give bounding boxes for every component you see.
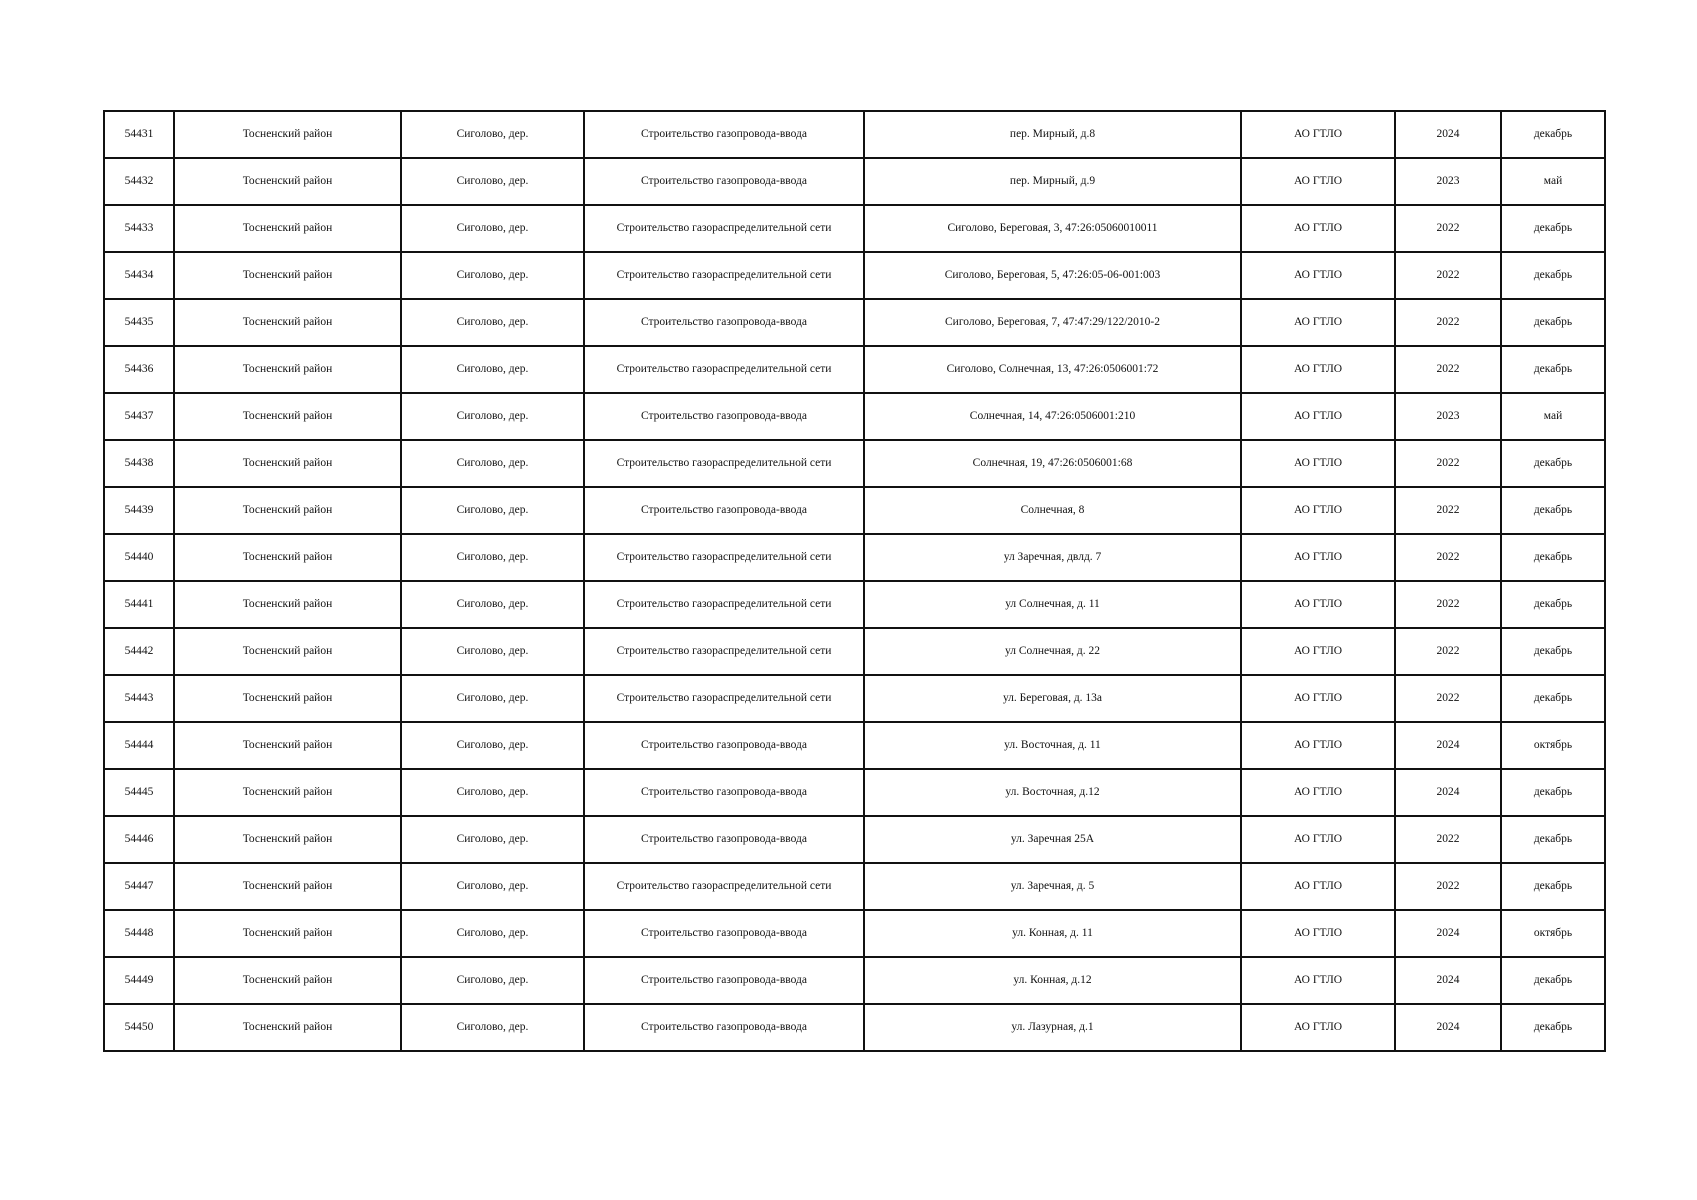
table-row <box>104 722 1605 769</box>
cell-month: декабрь <box>1501 205 1605 252</box>
cell-month: декабрь <box>1501 769 1605 816</box>
table-row <box>104 346 1605 393</box>
cell-work-type: Строительство газопровода-ввода <box>584 393 864 440</box>
cell-year: 2022 <box>1395 205 1501 252</box>
cell-year: 2022 <box>1395 581 1501 628</box>
table-row <box>104 487 1605 534</box>
cell-year: 2022 <box>1395 534 1501 581</box>
cell-district: Тосненский район <box>174 769 401 816</box>
cell-organization: АО ГТЛО <box>1241 111 1395 158</box>
cell-work-type: Строительство газопровода-ввода <box>584 487 864 534</box>
cell-organization: АО ГТЛО <box>1241 863 1395 910</box>
cell-month: декабрь <box>1501 675 1605 722</box>
cell-year: 2022 <box>1395 487 1501 534</box>
cell-month: декабрь <box>1501 346 1605 393</box>
table-row <box>104 534 1605 581</box>
cell-id: 54441 <box>104 581 174 628</box>
cell-address: ул. Восточная, д.12 <box>864 769 1241 816</box>
cell-locality: Сиголово, дер. <box>401 722 584 769</box>
cell-locality: Сиголово, дер. <box>401 252 584 299</box>
cell-month: май <box>1501 393 1605 440</box>
cell-work-type: Строительство газопровода-ввода <box>584 769 864 816</box>
cell-address: ул. Восточная, д. 11 <box>864 722 1241 769</box>
cell-district: Тосненский район <box>174 722 401 769</box>
cell-organization: АО ГТЛО <box>1241 910 1395 957</box>
cell-district: Тосненский район <box>174 487 401 534</box>
cell-year: 2024 <box>1395 957 1501 1004</box>
cell-organization: АО ГТЛО <box>1241 487 1395 534</box>
cell-id: 54448 <box>104 910 174 957</box>
cell-locality: Сиголово, дер. <box>401 816 584 863</box>
cell-work-type: Строительство газораспределительной сети <box>584 252 864 299</box>
cell-locality: Сиголово, дер. <box>401 205 584 252</box>
cell-address: ул Солнечная, д. 22 <box>864 628 1241 675</box>
cell-id: 54435 <box>104 299 174 346</box>
cell-work-type: Строительство газопровода-ввода <box>584 910 864 957</box>
cell-organization: АО ГТЛО <box>1241 957 1395 1004</box>
table-row <box>104 863 1605 910</box>
cell-address: ул. Береговая, д. 13а <box>864 675 1241 722</box>
cell-locality: Сиголово, дер. <box>401 158 584 205</box>
cell-year: 2024 <box>1395 722 1501 769</box>
cell-month: декабрь <box>1501 252 1605 299</box>
cell-organization: АО ГТЛО <box>1241 440 1395 487</box>
cell-address: Сиголово, Береговая, 3, 47:26:05060010011 <box>864 205 1241 252</box>
cell-work-type: Строительство газопровода-ввода <box>584 816 864 863</box>
table-row <box>104 675 1605 722</box>
cell-year: 2023 <box>1395 393 1501 440</box>
cell-id: 54440 <box>104 534 174 581</box>
table-body <box>104 111 1605 1051</box>
cell-locality: Сиголово, дер. <box>401 1004 584 1051</box>
cell-work-type: Строительство газопровода-ввода <box>584 158 864 205</box>
cell-address: ул. Конная, д.12 <box>864 957 1241 1004</box>
cell-month: декабрь <box>1501 534 1605 581</box>
cell-district: Тосненский район <box>174 957 401 1004</box>
cell-month: декабрь <box>1501 440 1605 487</box>
cell-locality: Сиголово, дер. <box>401 440 584 487</box>
cell-id: 54446 <box>104 816 174 863</box>
cell-address: ул. Конная, д. 11 <box>864 910 1241 957</box>
table-row <box>104 816 1605 863</box>
cell-district: Тосненский район <box>174 158 401 205</box>
cell-id: 54434 <box>104 252 174 299</box>
cell-month: декабрь <box>1501 299 1605 346</box>
cell-locality: Сиголово, дер. <box>401 675 584 722</box>
table-row <box>104 158 1605 205</box>
cell-address: ул Заречная, двлд. 7 <box>864 534 1241 581</box>
cell-district: Тосненский район <box>174 299 401 346</box>
cell-month: декабрь <box>1501 581 1605 628</box>
cell-address: Солнечная, 14, 47:26:0506001:210 <box>864 393 1241 440</box>
cell-work-type: Строительство газопровода-ввода <box>584 1004 864 1051</box>
cell-organization: АО ГТЛО <box>1241 393 1395 440</box>
cell-work-type: Строительство газораспределительной сети <box>584 675 864 722</box>
cell-id: 54432 <box>104 158 174 205</box>
cell-year: 2022 <box>1395 440 1501 487</box>
cell-district: Тосненский район <box>174 111 401 158</box>
cell-id: 54450 <box>104 1004 174 1051</box>
cell-address: ул Солнечная, д. 11 <box>864 581 1241 628</box>
cell-month: декабрь <box>1501 111 1605 158</box>
cell-locality: Сиголово, дер. <box>401 910 584 957</box>
cell-district: Тосненский район <box>174 910 401 957</box>
cell-work-type: Строительство газораспределительной сети <box>584 205 864 252</box>
table-row <box>104 252 1605 299</box>
cell-work-type: Строительство газопровода-ввода <box>584 722 864 769</box>
cell-year: 2024 <box>1395 769 1501 816</box>
table-row <box>104 1004 1605 1051</box>
cell-year: 2022 <box>1395 863 1501 910</box>
cell-organization: АО ГТЛО <box>1241 1004 1395 1051</box>
cell-year: 2022 <box>1395 346 1501 393</box>
cell-district: Тосненский район <box>174 534 401 581</box>
cell-work-type: Строительство газораспределительной сети <box>584 346 864 393</box>
cell-address: ул. Заречная 25А <box>864 816 1241 863</box>
table-row <box>104 769 1605 816</box>
cell-organization: АО ГТЛО <box>1241 581 1395 628</box>
cell-organization: АО ГТЛО <box>1241 252 1395 299</box>
cell-district: Тосненский район <box>174 628 401 675</box>
cell-address: пер. Мирный, д.8 <box>864 111 1241 158</box>
cell-address: пер. Мирный, д.9 <box>864 158 1241 205</box>
cell-address: ул. Заречная, д. 5 <box>864 863 1241 910</box>
cell-year: 2024 <box>1395 111 1501 158</box>
cell-locality: Сиголово, дер. <box>401 957 584 1004</box>
cell-id: 54449 <box>104 957 174 1004</box>
cell-district: Тосненский район <box>174 252 401 299</box>
cell-organization: АО ГТЛО <box>1241 299 1395 346</box>
cell-address: Солнечная, 19, 47:26:0506001:68 <box>864 440 1241 487</box>
cell-organization: АО ГТЛО <box>1241 158 1395 205</box>
cell-year: 2022 <box>1395 299 1501 346</box>
cell-district: Тосненский район <box>174 205 401 252</box>
table-row <box>104 111 1605 158</box>
cell-locality: Сиголово, дер. <box>401 534 584 581</box>
cell-address: Сиголово, Солнечная, 13, 47:26:0506001:72 <box>864 346 1241 393</box>
cell-month: октябрь <box>1501 910 1605 957</box>
table-row <box>104 581 1605 628</box>
table-row <box>104 910 1605 957</box>
cell-organization: АО ГТЛО <box>1241 628 1395 675</box>
cell-year: 2022 <box>1395 675 1501 722</box>
cell-work-type: Строительство газораспределительной сети <box>584 534 864 581</box>
cell-id: 54438 <box>104 440 174 487</box>
cell-address: Сиголово, Береговая, 7, 47:47:29/122/2010-2 <box>864 299 1241 346</box>
cell-month: декабрь <box>1501 863 1605 910</box>
cell-id: 54443 <box>104 675 174 722</box>
cell-organization: АО ГТЛО <box>1241 346 1395 393</box>
table-row <box>104 628 1605 675</box>
cell-locality: Сиголово, дер. <box>401 346 584 393</box>
cell-work-type: Строительство газопровода-ввода <box>584 299 864 346</box>
cell-id: 54437 <box>104 393 174 440</box>
cell-locality: Сиголово, дер. <box>401 393 584 440</box>
cell-district: Тосненский район <box>174 1004 401 1051</box>
cell-month: декабрь <box>1501 487 1605 534</box>
cell-organization: АО ГТЛО <box>1241 205 1395 252</box>
cell-id: 54447 <box>104 863 174 910</box>
cell-locality: Сиголово, дер. <box>401 487 584 534</box>
cell-district: Тосненский район <box>174 393 401 440</box>
cell-work-type: Строительство газораспределительной сети <box>584 581 864 628</box>
cell-district: Тосненский район <box>174 346 401 393</box>
cell-address: Сиголово, Береговая, 5, 47:26:05-06-001:003 <box>864 252 1241 299</box>
cell-work-type: Строительство газопровода-ввода <box>584 957 864 1004</box>
cell-month: декабрь <box>1501 816 1605 863</box>
cell-locality: Сиголово, дер. <box>401 863 584 910</box>
cell-district: Тосненский район <box>174 440 401 487</box>
cell-district: Тосненский район <box>174 816 401 863</box>
cell-year: 2024 <box>1395 1004 1501 1051</box>
cell-district: Тосненский район <box>174 581 401 628</box>
cell-id: 54436 <box>104 346 174 393</box>
cell-work-type: Строительство газораспределительной сети <box>584 440 864 487</box>
cell-locality: Сиголово, дер. <box>401 628 584 675</box>
cell-id: 54431 <box>104 111 174 158</box>
cell-year: 2023 <box>1395 158 1501 205</box>
cell-year: 2022 <box>1395 628 1501 675</box>
cell-id: 54444 <box>104 722 174 769</box>
cell-district: Тосненский район <box>174 863 401 910</box>
cell-locality: Сиголово, дер. <box>401 769 584 816</box>
cell-work-type: Строительство газораспределительной сети <box>584 863 864 910</box>
cell-locality: Сиголово, дер. <box>401 299 584 346</box>
cell-month: декабрь <box>1501 957 1605 1004</box>
table-row <box>104 205 1605 252</box>
cell-district: Тосненский район <box>174 675 401 722</box>
gasification-schedule-table <box>103 110 1606 1052</box>
cell-locality: Сиголово, дер. <box>401 111 584 158</box>
cell-year: 2022 <box>1395 252 1501 299</box>
cell-month: май <box>1501 158 1605 205</box>
cell-id: 54439 <box>104 487 174 534</box>
cell-year: 2024 <box>1395 910 1501 957</box>
cell-year: 2022 <box>1395 816 1501 863</box>
table-row <box>104 299 1605 346</box>
table-row <box>104 440 1605 487</box>
cell-id: 54445 <box>104 769 174 816</box>
cell-organization: АО ГТЛО <box>1241 722 1395 769</box>
cell-organization: АО ГТЛО <box>1241 675 1395 722</box>
cell-month: октябрь <box>1501 722 1605 769</box>
cell-organization: АО ГТЛО <box>1241 816 1395 863</box>
cell-id: 54442 <box>104 628 174 675</box>
cell-locality: Сиголово, дер. <box>401 581 584 628</box>
table-row <box>104 957 1605 1004</box>
cell-month: декабрь <box>1501 628 1605 675</box>
table-row <box>104 393 1605 440</box>
cell-address: Солнечная, 8 <box>864 487 1241 534</box>
cell-work-type: Строительство газопровода-ввода <box>584 111 864 158</box>
cell-id: 54433 <box>104 205 174 252</box>
cell-organization: АО ГТЛО <box>1241 769 1395 816</box>
cell-address: ул. Лазурная, д.1 <box>864 1004 1241 1051</box>
cell-month: декабрь <box>1501 1004 1605 1051</box>
cell-work-type: Строительство газораспределительной сети <box>584 628 864 675</box>
cell-organization: АО ГТЛО <box>1241 534 1395 581</box>
